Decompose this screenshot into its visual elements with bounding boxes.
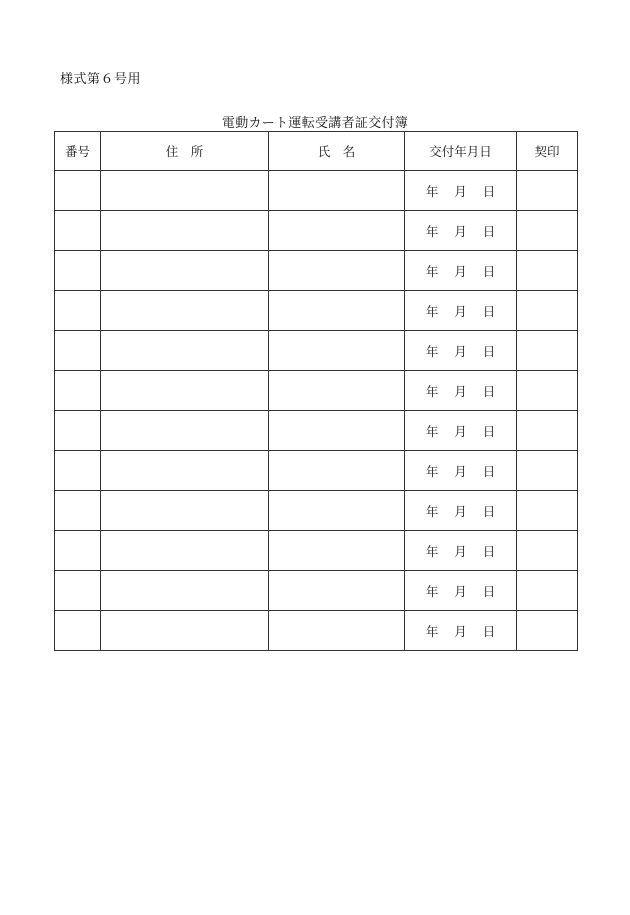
seal-cell[interactable] xyxy=(517,451,578,491)
seal-cell[interactable] xyxy=(517,331,578,371)
date-day-label: 日 xyxy=(482,463,496,479)
issue-date-cell xyxy=(405,531,517,571)
seal-cell[interactable] xyxy=(517,571,578,611)
seal-cell[interactable] xyxy=(517,491,578,531)
date-day-label: 日 xyxy=(482,543,496,559)
date-month-label: 月 xyxy=(454,303,467,319)
issue-date-cell xyxy=(405,331,517,371)
name-cell[interactable] xyxy=(269,531,405,571)
address-cell[interactable] xyxy=(101,531,269,571)
header-name: 氏 名 xyxy=(269,132,405,171)
date-month-label: 月 xyxy=(454,263,467,279)
name-cell[interactable] xyxy=(269,571,405,611)
number-cell[interactable] xyxy=(55,531,101,571)
seal-cell[interactable] xyxy=(517,291,578,331)
table-row xyxy=(55,251,578,291)
name-cell[interactable] xyxy=(269,411,405,451)
date-day-label: 日 xyxy=(482,223,496,239)
date-year-label: 年 xyxy=(425,503,439,519)
date-day-label: 日 xyxy=(482,423,496,439)
date-day-label: 日 xyxy=(482,503,496,519)
number-cell[interactable] xyxy=(55,571,101,611)
seal-cell[interactable] xyxy=(517,371,578,411)
date-year-label: 年 xyxy=(425,383,439,399)
date-month-label: 月 xyxy=(454,543,467,559)
seal-cell[interactable] xyxy=(517,211,578,251)
name-cell[interactable] xyxy=(269,371,405,411)
date-day-label: 日 xyxy=(482,383,496,399)
date-year-label: 年 xyxy=(425,423,439,439)
number-cell[interactable] xyxy=(55,411,101,451)
issue-date-cell xyxy=(405,211,517,251)
date-day-label: 日 xyxy=(482,303,496,319)
date-month-label: 月 xyxy=(454,583,467,599)
date-month-label: 月 xyxy=(454,383,467,399)
date-month-label: 月 xyxy=(454,183,467,199)
date-month-label: 月 xyxy=(454,423,467,439)
number-cell[interactable] xyxy=(55,371,101,411)
register-body xyxy=(55,171,578,651)
header-row xyxy=(55,132,578,171)
name-cell[interactable] xyxy=(269,171,405,211)
table-row xyxy=(55,531,578,571)
number-cell[interactable] xyxy=(55,611,101,651)
date-year-label: 年 xyxy=(425,303,439,319)
number-cell[interactable] xyxy=(55,491,101,531)
seal-cell[interactable] xyxy=(517,411,578,451)
date-month-label: 月 xyxy=(454,503,467,519)
name-cell[interactable] xyxy=(269,331,405,371)
table-row xyxy=(55,211,578,251)
address-cell[interactable] xyxy=(101,211,269,251)
name-cell[interactable] xyxy=(269,611,405,651)
date-day-label: 日 xyxy=(482,623,496,639)
name-cell[interactable] xyxy=(269,491,405,531)
number-cell[interactable] xyxy=(55,251,101,291)
table-row xyxy=(55,291,578,331)
date-year-label: 年 xyxy=(425,343,439,359)
table-row xyxy=(55,331,578,371)
address-cell[interactable] xyxy=(101,171,269,211)
seal-cell[interactable] xyxy=(517,611,578,651)
date-year-label: 年 xyxy=(425,583,439,599)
date-day-label: 日 xyxy=(482,183,496,199)
date-month-label: 月 xyxy=(454,223,467,239)
issue-date-cell xyxy=(405,611,517,651)
date-day-label: 日 xyxy=(482,343,496,359)
issue-date-cell xyxy=(405,491,517,531)
name-cell[interactable] xyxy=(269,291,405,331)
date-month-label: 月 xyxy=(454,623,467,639)
number-cell[interactable] xyxy=(55,211,101,251)
issue-date-cell xyxy=(405,251,517,291)
table-row xyxy=(55,571,578,611)
table-row xyxy=(55,411,578,451)
number-cell[interactable] xyxy=(55,451,101,491)
number-cell[interactable] xyxy=(55,171,101,211)
issue-date-cell xyxy=(405,451,517,491)
address-cell[interactable] xyxy=(101,611,269,651)
form-number-label: 様式第６号用 xyxy=(60,72,142,87)
date-year-label: 年 xyxy=(425,543,439,559)
table-row xyxy=(55,171,578,211)
date-year-label: 年 xyxy=(425,623,439,639)
issue-date-cell xyxy=(405,171,517,211)
address-cell[interactable] xyxy=(101,251,269,291)
seal-cell[interactable] xyxy=(517,531,578,571)
number-cell[interactable] xyxy=(55,331,101,371)
table-row xyxy=(55,451,578,491)
address-cell[interactable] xyxy=(101,371,269,411)
date-day-label: 日 xyxy=(482,263,496,279)
name-cell[interactable] xyxy=(269,251,405,291)
table-row xyxy=(55,491,578,531)
issue-date-cell xyxy=(405,411,517,451)
seal-cell[interactable] xyxy=(517,171,578,211)
number-cell[interactable] xyxy=(55,291,101,331)
date-day-label: 日 xyxy=(482,583,496,599)
name-cell[interactable] xyxy=(269,211,405,251)
document-title: 電動カート運転受講者証交付簿 xyxy=(221,116,409,131)
header-seal: 契印 xyxy=(517,132,578,171)
name-cell[interactable] xyxy=(269,451,405,491)
address-cell[interactable] xyxy=(101,571,269,611)
issue-date-cell xyxy=(405,571,517,611)
date-year-label: 年 xyxy=(425,183,439,199)
address-cell[interactable] xyxy=(101,331,269,371)
issue-date-cell xyxy=(405,371,517,411)
table-row xyxy=(55,371,578,411)
date-year-label: 年 xyxy=(425,223,439,239)
table-row xyxy=(55,611,578,651)
address-cell[interactable] xyxy=(101,451,269,491)
register-table xyxy=(54,131,578,651)
date-year-label: 年 xyxy=(425,263,439,279)
address-cell[interactable] xyxy=(101,291,269,331)
address-cell[interactable] xyxy=(101,411,269,451)
header-issue-date: 交付年月日 xyxy=(405,132,517,171)
seal-cell[interactable] xyxy=(517,251,578,291)
header-address: 住 所 xyxy=(101,132,269,171)
date-month-label: 月 xyxy=(454,343,467,359)
date-year-label: 年 xyxy=(425,463,439,479)
address-cell[interactable] xyxy=(101,491,269,531)
date-month-label: 月 xyxy=(454,463,467,479)
header-number: 番号 xyxy=(55,132,101,171)
issue-date-cell xyxy=(405,291,517,331)
